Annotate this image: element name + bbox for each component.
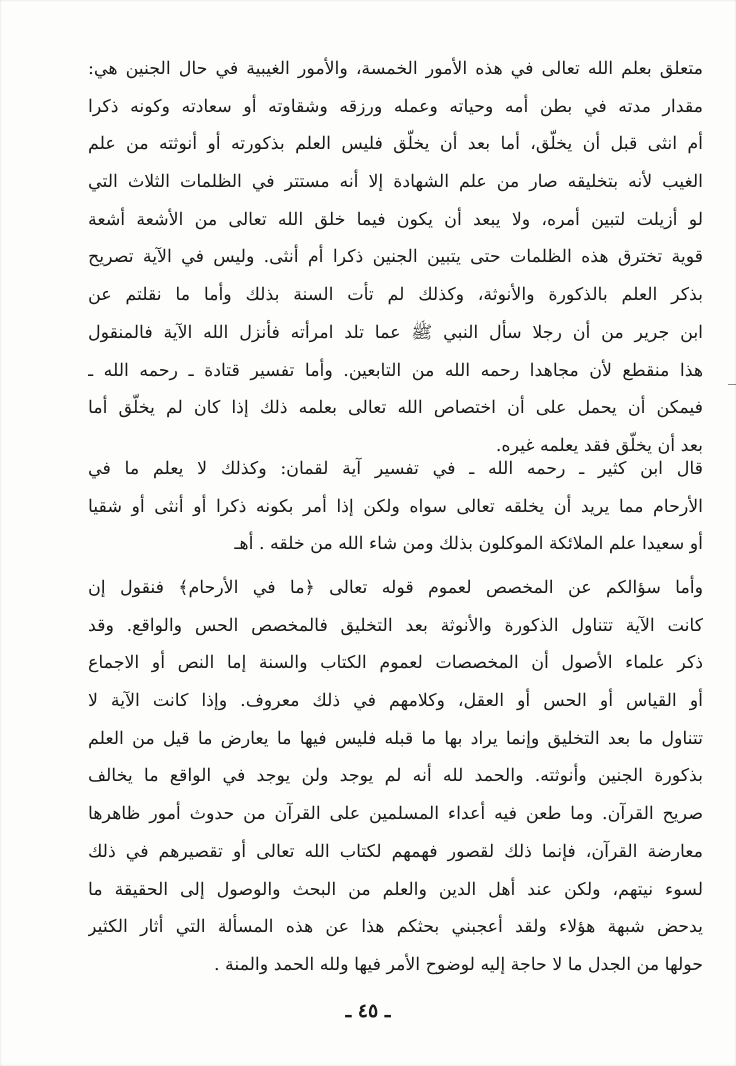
text-line: معارضة القرآن، فإنما ذلك لقصور فهمهم لكتاب الله تعالى أو تقصيرهم في ذلك	[88, 841, 703, 862]
text-line: بذكر العلم بالذكورة والأنوثة، وكذلك لم تأت السنة بذلك وأما ما نقلتم عن	[88, 285, 703, 306]
text-line: أم انثى قبل أن يخلّق، أما بعد أن يخلّق فليس العلم بذكورته أو أنوثته من علم	[88, 134, 703, 155]
text-line: ابن جرير من أن رجلا سأل النبي ﷺ عما تلد امرأته فأنزل الله الآية فالمنقول	[88, 322, 703, 343]
text-line: قوية تخترق هذه الظلمات حتى يتبين الجنين ذكرا أم أنثى. وليس في الآية تصريح	[88, 247, 703, 268]
paragraph-fetus-knowledge	[88, 51, 703, 466]
text-line: صريح القرآن. وما طعن فيه أعداء المسلمين على القرآن من حدوث أمور ظاهرها	[88, 804, 703, 825]
text-line: لو أزيلت لتبين أمره، ولا يبعد أن يكون فيما خلق الله تعالى من الأشعة أشعة	[88, 209, 703, 230]
text-line: لسوء نيتهم، ولكن عند أهل الدين والعلم من البحث والوصول إلى الحقيقة ما	[88, 879, 703, 900]
text-line: أو سعيدا علم الملائكة الموكلون بذلك ومن شاء الله من خلقه . أهـ	[234, 534, 703, 555]
text-line: حولها من الجدل ما لا حاجة إليه لوضوح الأمر فيها ولله الحمد والمنة .	[213, 954, 703, 975]
text-line: يدحض شبهة هؤلاء ولقد أعجبني بحثكم هذا عن هذه المسألة التي أثار الكثير	[88, 917, 703, 938]
text-line: كانت الآية تتناول الذكورة والأنوثة بعد التخليق فالمخصص الحس والواقع. وقد	[88, 615, 703, 636]
text-line: ذكر علماء الأصول أن المخصصات لعموم الكتاب والسنة إما النص أو الاجماع	[88, 653, 703, 674]
text-line: بذكورة الجنين وأنوثته. والحمد لله أنه لم يوجد ولن يوجد في الواقع ما يخالف	[88, 766, 703, 787]
text-line: فيمكن أن يحمل على أن اختصاص الله تعالى بعلمه ذلك إذا كان لم يخلّق أما	[88, 398, 703, 419]
text-line: تتناول ما بعد التخليق وإنما يراد بها ما قبله فليس فيها ما يعارض ما قيل من العلم	[88, 728, 703, 749]
text-line: الأرحام مما يريد أن يخلقه تعالى سواه ولكن إذا أمر بكونه ذكرا أو أنثى أو شقيا	[88, 496, 703, 517]
text-line: مقدار مدته في بطن أمه وحياته وعمله ورزقه وشقاوته أو سعادته وكونه ذكرا	[88, 96, 703, 117]
text-line: بعد أن يخلّق فقد يعلمه غيره.	[495, 435, 703, 456]
text-line: متعلق بعلم الله تعالى في هذه الأمور الخمسة، والأمور الغيبية في حال الجنين هي:	[88, 59, 703, 79]
paragraph-specification-answer	[88, 570, 703, 985]
text-line: وأما سؤالكم عن المخصص لعموم قوله تعالى ﴿ما في الأرحام﴾ فنقول إن	[88, 578, 703, 598]
page-number: ـ ٤٥ ـ	[345, 1000, 391, 1022]
text-line: أو القياس أو الحس أو العقل، وكلامهم في ذلك معروف. وإذا كانت الآية لا	[88, 691, 703, 712]
margin-tick-mark	[728, 384, 736, 385]
paragraph-ibn-kathir-quote	[88, 451, 703, 564]
text-line: الغيب لأنه بتخليقه صار من علم الشهادة إلا أنه مستتر في الظلمات الثلاث التي	[88, 172, 703, 193]
text-line: قال ابن كثير ـ رحمه الله ـ في تفسير آية لقمان: وكذلك لا يعلم ما في	[88, 459, 703, 479]
text-line: هذا منقطع لأن مجاهدا رحمه الله من التابعين. وأما تفسير قتادة ـ رحمه الله ـ	[88, 360, 703, 381]
